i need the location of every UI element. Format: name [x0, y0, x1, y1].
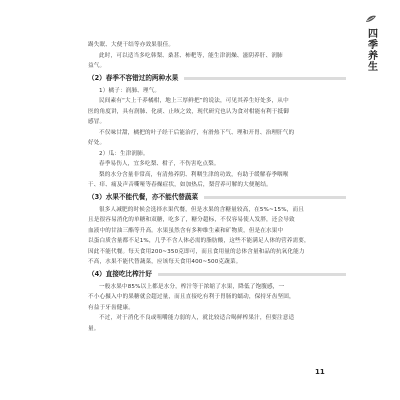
paragraph: 不仅味甘甜，橘把的叶子经干后能治疗，有滑热下气、理和开胃、治理肝气的	[99, 129, 295, 136]
paragraph: 一般水果中85%以上都是水分，榨汁等于浓缩了水果，降低了饱腹感，一	[99, 283, 285, 290]
section-heading-label: （2）春季不容错过的两种水果	[88, 73, 184, 84]
paragraph: 民间素有“大上千养橘柑，地上三厚鲜把”的说法，可见其养生好处多，从中	[99, 98, 289, 104]
page-number: 11	[315, 368, 325, 376]
paragraph: 不高，水果不能代替蔬菜，应该每天食用400~500克蔬菜。	[88, 259, 242, 265]
section-heading-label: （4）直接吃比榨汁好	[88, 269, 158, 280]
paragraph: 梨的水分含量非常高，有清热养阴、利咽生津的功效，有助于缓解春季咽喉	[99, 171, 289, 178]
paragraph: 此时，可以适当多吃韩梨、桑葚、柿粑等，能生津润燥、滋阴养肝、润肺	[99, 52, 283, 59]
paragraph: 好处。	[88, 140, 106, 146]
section-heading-label: （3）水果不能代餐，亦不能代替蔬菜	[88, 192, 204, 203]
paragraph: 很多人减肥的时候会选择水果代餐，但是水果的含糖量较高，在5%~15%，而且	[99, 206, 304, 213]
paragraph: 量。	[88, 325, 100, 332]
paragraph: 医的角度讲，具有润肺、化痰、止咳之效，现代研究也认为食对柑能有利于抵御	[88, 108, 290, 115]
paragraph: 1）橘子：润肺、理气。	[99, 87, 161, 94]
paragraph: 干、痒、痛及声音嘶哑等春燥症状，如加热后，梨营养可解的大便秘结。	[88, 182, 272, 188]
leaf-ornament-icon	[365, 14, 377, 24]
side-chapter-title	[360, 14, 382, 72]
paragraph: 踢失眠、大便干结等亦效果很佳。	[88, 42, 175, 48]
paragraph: 不小心摄入中的果糖就会超过量，而且直接吃有利于胃肠的蠕动，保持牙齿坚固，	[88, 294, 295, 300]
paragraph: 血液中的甘油三酯等升高。水果虽然含有多种维生素和矿物质，但是在水果中	[88, 227, 284, 234]
paragraph: 因此不能代餐。每天食用200~350克即可，而且食用量的总体含量和品的抗氧化能力	[88, 248, 305, 255]
paragraph: 益气。	[88, 63, 106, 69]
paragraph: 春季易伤人，宜多吃梨、柑子，不伤害吃点梨。	[99, 161, 220, 167]
main-text	[88, 40, 346, 334]
paragraph: 不过，对于消化不良或咀嚼能力弱的人，就比较适合喝鲜榨果汁，但要注意适	[99, 315, 295, 321]
paragraph: 以蛋白质含量都不足1%，几乎不含人体必需的脂肪酸，这些不能满足人体的营养需要，	[88, 238, 310, 244]
section-heading	[88, 73, 346, 84]
section-heading	[88, 192, 346, 203]
paragraph: 且是很容易消化的单糖和双糖，吃多了，糖分超标，不仅容易使人发胖，还会导致	[88, 217, 295, 223]
side-title-text: 四季养生	[365, 28, 377, 72]
paragraph: 2）瓜：生津润肺。	[99, 150, 149, 157]
paragraph: 感冒。	[88, 119, 106, 125]
section-heading	[88, 269, 346, 280]
paragraph: 有益于牙齿健康。	[88, 304, 134, 311]
